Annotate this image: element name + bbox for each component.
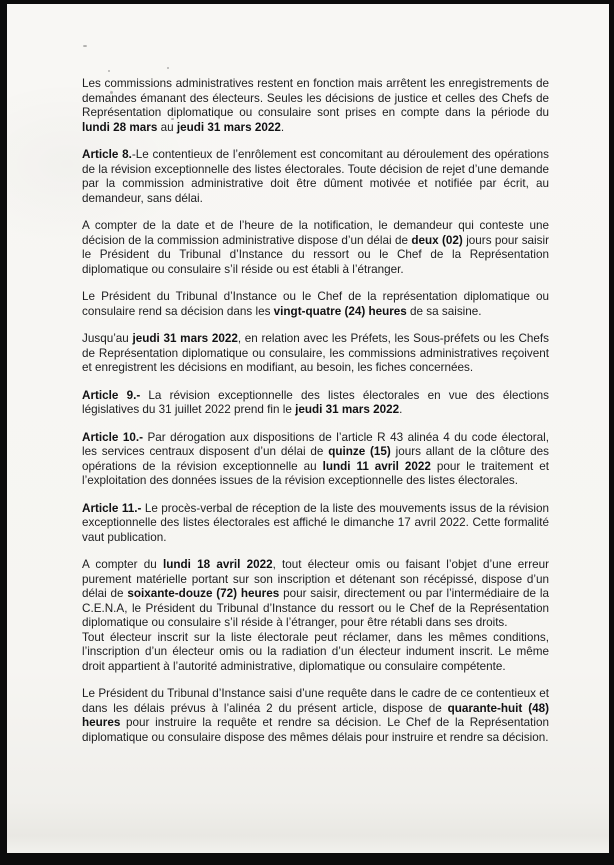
text-run: Le Président du Tribunal d’Instance saisi d’une requête dans le cadre de ce contentieux et dans les délais prévus à l’alinéa 2 du présent article, dispose de: [82, 687, 549, 715]
paragraph-compter-18-avril: [82, 558, 549, 631]
bold-text-run: Article 8.: [82, 148, 132, 161]
bold-text-run: lundi 11 avril 2022: [322, 459, 431, 473]
text-run: A compter du: [82, 558, 163, 571]
bold-text-run: Article 9.-: [82, 388, 141, 402]
bold-text-run: jeudi 31 mars 2022: [132, 332, 238, 345]
paragraph-article-8: [82, 148, 549, 206]
text-run: .: [399, 403, 403, 416]
bold-text-run: lundi 28 mars: [82, 120, 158, 134]
text-run: Le Président du Tribunal d’Instance ou le Chef de la représentation diplomatique ou consulaire rend sa décision dans les: [82, 290, 549, 318]
text-run: jours allant de la clôture des opérations de la révision exceptionnelle au: [82, 445, 550, 473]
text-run: -Le contentieux de l’enrôlement est concomitant au déroulement des opérations de la révision exceptionnelle des listes électorales. Toute décision de rejet d’une demande par la commission administrative doit être dûment motivée et notifiée par écrit, au demandeur, sans délai.: [82, 148, 550, 205]
scanned-page: [7, 4, 609, 853]
paragraph-requete-48h: [82, 687, 549, 745]
text-run: Les commissions administratives restent en fonction mais arrêtent les enregistrements de demandes émanant des électeurs. Seules les décisions de justice et celles des Chefs de Représentation diplomatique ou consulaire sont prises en compte dans la période du: [82, 77, 549, 119]
bold-text-run: Article 10.-: [82, 430, 144, 444]
paragraph-tout-electeur-reclamer: [82, 631, 549, 675]
text-run: Le procès-verbal de réception de la liste des mouvements issus de la révision exceptionnelle des listes électorales est affiché le dimanche 17 avril 2022. Cette formalité vaut publication.: [82, 501, 549, 544]
bold-text-run: vingt-quatre (24) heures: [273, 304, 407, 318]
text-run: La révision exceptionnelle des listes électorales en vue des élections législatives du 31 juillet 2022 prend fin le: [82, 388, 549, 416]
text-run: , tout électeur omis ou faisant l’objet d’une erreur purement matérielle portant sur son inscription et détenant son récépissé, dispose d’un délai de: [82, 558, 549, 600]
paragraph-article-10: [82, 431, 549, 489]
text-run: pour instruire la requête et rendre sa décision. Le Chef de la Représentation diplomatique ou consulaire dispose des mêmes délais pour instruire et rendre sa décision.: [82, 716, 549, 744]
paragraph-delai-contestation: [82, 219, 549, 277]
scan-speck: [83, 45, 87, 47]
bold-text-run: lundi 18 avril 2022: [163, 558, 273, 571]
paragraph-article-11: [82, 502, 549, 546]
bold-text-run: quinze (15): [328, 445, 391, 458]
bold-text-run: Article 11.-: [82, 501, 142, 515]
paragraph-article-9: [82, 389, 549, 418]
text-run: jours pour saisir le Président du Tribunal d’Instance du ressort ou le Chef de la Représentation diplomatique ou consulaire s’il réside ou est établi à l’étranger.: [82, 233, 549, 276]
text-run: pour saisir, directement ou par l’intermédiaire de la C.E.N.A, le Président du Tribunal d’Instance du ressort ou le Chef de la Représentation diplomatique ou consulaire s’il réside à l’étranger, pour être rétabli dans ses droits.: [82, 587, 549, 629]
scan-speck: [167, 67, 169, 69]
text-run: Tout électeur inscrit sur la liste électorale peut réclamer, dans les mêmes conditions, l’inscription d’un électeur omis ou la radiation d’un électeur indument inscrit. Le même droit appartient à l’autorité administrative, diplomatique ou consulaire compétente.: [82, 630, 549, 673]
paragraph-decision-24h: [82, 290, 549, 319]
text-run: , en relation avec les Préfets, les Sous-préfets ou les Chefs de Représentation diplomatique ou consulaire, les commissions administratives reçoivent et enregistrent les décisions en modifiant, au besoin, les fiches concernées.: [82, 332, 549, 374]
text-run: A compter de la date et de l’heure de la notification, le demandeur qui conteste une décision de la commission administrative dispose d’un délai de: [82, 219, 549, 247]
paragraph-intro-commissions: [82, 77, 549, 135]
paragraph-jusquau-31-mars: [82, 332, 549, 376]
bold-text-run: deux (02): [411, 233, 463, 247]
text-run: au: [157, 120, 177, 134]
bold-text-run: jeudi 31 mars 2022: [295, 403, 400, 416]
text-run: pour le traitement et l’exploitation des données issues de la révision exceptionnelle des listes électorales.: [82, 459, 549, 487]
bold-text-run: soixante-douze (72) heures: [127, 587, 280, 600]
text-run: .: [280, 120, 285, 134]
bold-text-run: jeudi 31 mars 2022: [176, 120, 281, 134]
scan-speck: [108, 70, 110, 72]
text-run: Jusqu’au: [82, 332, 133, 345]
bold-text-run: quarante-huit (48) heures: [82, 701, 549, 729]
text-run: de sa saisine.: [406, 304, 482, 318]
text-run: Par dérogation aux dispositions de l’article R 43 alinéa 4 du code électoral, les services centraux disposent d’un délai de: [82, 430, 549, 458]
document-body: [82, 77, 549, 745]
